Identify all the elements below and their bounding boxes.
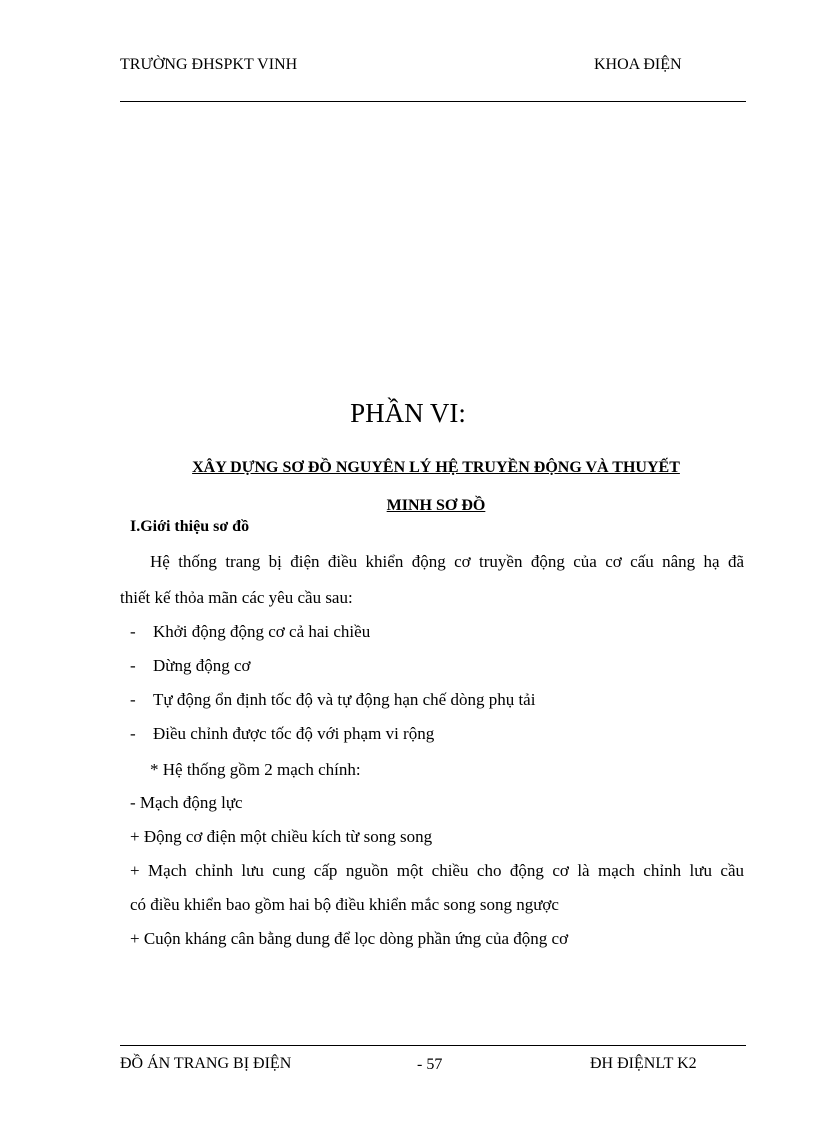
subtitle-line-1: XÂY DỰNG SƠ ĐỒ NGUYÊN LÝ HỆ TRUYỀN ĐỘNG VÀ THUYẾT <box>192 459 680 476</box>
list-item: Dừng động cơ <box>153 656 251 675</box>
list-item: Khởi động động cơ cả hai chiều <box>153 622 371 641</box>
footer-project-title: ĐỒ ÁN TRANG BỊ ĐIỆN <box>120 1055 292 1072</box>
system-note: * Hệ thống gồm 2 mạch chính: <box>150 760 361 779</box>
list-item: Điều chỉnh được tốc độ với phạm vi rộng <box>153 724 435 743</box>
list-marker: - <box>130 656 136 675</box>
intro-line-2: thiết kế thỏa mãn các yêu cầu sau: <box>120 588 353 607</box>
component-item-motor: + Động cơ điện một chiều kích từ song song <box>130 827 433 846</box>
component-item-reactor: + Cuộn kháng cân bằng dung để lọc dòng phần ứng của động cơ <box>130 929 569 948</box>
component-item-rectifier-line-1: + Mạch chỉnh lưu cung cấp nguồn một chiều cho động cơ là mạch chỉnh lưu cầu <box>130 861 744 880</box>
chapter-subtitle <box>146 449 726 525</box>
subtitle-line-2: MINH SƠ ĐỒ <box>386 497 486 514</box>
footer-divider <box>120 1045 746 1046</box>
header-divider <box>120 101 746 102</box>
header-department: KHOA ĐIỆN <box>594 56 682 73</box>
page-number: - 57 <box>417 1056 443 1073</box>
list-marker: - <box>130 622 136 641</box>
list-marker: - <box>130 724 136 743</box>
list-marker: - <box>130 690 136 709</box>
list-item: Tự động ổn định tốc độ và tự động hạn chế dòng phụ tải <box>153 690 536 709</box>
section-heading: I.Giới thiệu sơ đồ <box>130 518 250 535</box>
power-circuit-heading: - Mạch động lực <box>130 793 243 812</box>
component-item-rectifier-line-2: có điều khiển bao gồm hai bộ điều khiển mắc song song ngược <box>130 895 559 914</box>
header-school-name: TRƯỜNG ĐHSPKT VINH <box>120 56 298 73</box>
part-title: PHẦN VI: <box>350 398 466 428</box>
footer-class-name: ĐH ĐIỆNLT K2 <box>590 1055 697 1072</box>
intro-line-1: Hệ thống trang bị điện điều khiển động cơ truyền động của cơ cấu nâng hạ đã <box>150 552 744 571</box>
